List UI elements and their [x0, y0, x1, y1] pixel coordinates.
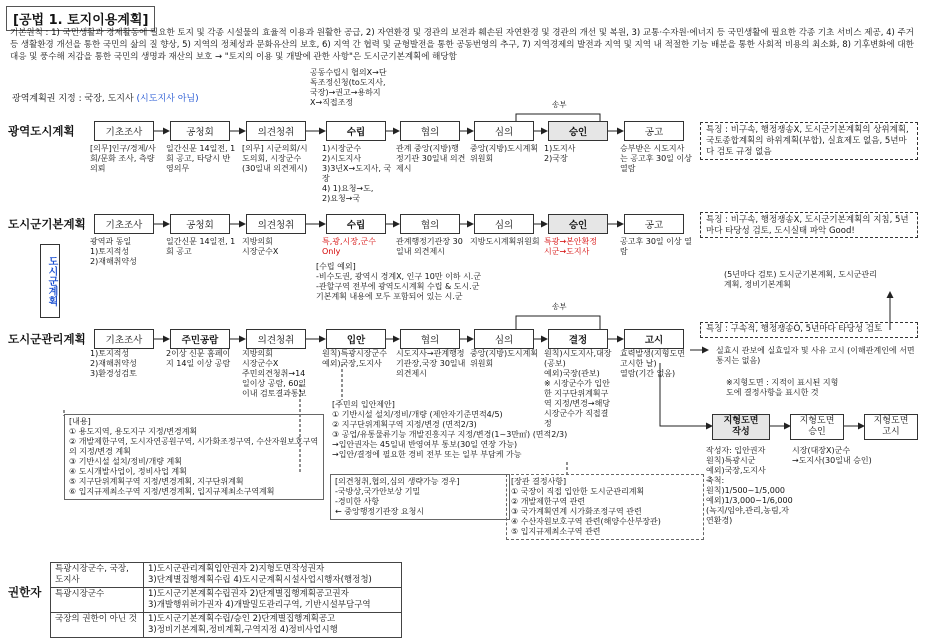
authority-holder: 국장의 권한이 아닌 것: [51, 613, 144, 638]
step-box-gwangyeok-5: 협의: [400, 121, 460, 141]
step-note-gwanri-3: 지방의회 시장군수X 주민의견청취→14일이상 공람, 60일이내 검토결과통보: [242, 349, 307, 398]
basic-principle: 기본원칙 : 1) 국민생활과 경제활동에 필요한 토지 및 각종 시설물의 효율적 이용과 원활한 공급, 2) 자연환경 및 경관의 보전과 훼손된 자연환경 및 경관의 개선 및 복원, 3) 교통·수자원·에너지 등 국민생활에 필요한 각종 기초 서비스 제공, 4) 주거 등 생활환경 개선을 통한 국민의 삶의 질 향상, 5) 지역의 정체성과 문화유산의 보호, 6) 지역 간 협력 및 균형발전을 통한 공동번영의 추구, 7) 지역경제의 발전과 지역 및 지역 내 적절한 기능 배분을 통한 사회적 비용의 최소화, 8) 기후변화에 대한 대응 및 풍수해 저감을 통한 국민의 생명과 재산의 보호 → "토지의 이용 및 개발에 관한 사항"은 도시군기본계획에 해당함: [10, 28, 914, 62]
gwangyeok-send-label: 송부: [552, 100, 567, 109]
contents-title: [내용]: [69, 417, 91, 426]
contents-item: ④ 도시개발사업이, 정비사업 계획: [69, 467, 187, 476]
step-note-gwangyeok-4: 1)시장군수 2)시도지사 3)3년X→도지사, 국장 4) 1)요청→도, 2)요청→국: [322, 144, 392, 203]
authority-row: [51, 588, 402, 613]
step-box-gibon-7: 승인: [548, 214, 608, 234]
proposal-title: [주민의 입안제안]: [332, 400, 395, 409]
step-note-gwanri-5: 시도지사→관계행정기관장,국장 30일내 의견제시: [396, 349, 466, 378]
row-label-gwangyeok: 광역도시계획: [8, 124, 75, 138]
topo-announce-step: 지형도면 고시: [864, 414, 918, 440]
step-note-gwanri-7: 원칙)시도지사,대장(공보) 예외)국장(관보) ※ 시장군수가 입안한 지구단위계획구역 지정/변경→해당 시장군수가 직접결정: [544, 349, 612, 428]
step-note-gwanri-4: 원칙)특광시장군수 예외)국장,도지사: [322, 349, 387, 368]
step-note-gwangyeok-1: [의무]인구/경제/사회/문화 조사, 측량의뢰: [90, 144, 156, 173]
step-box-gwangyeok-6: 심의: [474, 121, 534, 141]
topo-approve-step: 지형도면 승인: [790, 414, 844, 440]
gwangyeok-designation-text: 광역계획권 지정 : 국장, 도지사: [12, 94, 134, 104]
step-note-gwangyeok-5: 관계 중앙(지방)행정기관 30일내 의견제시: [396, 144, 466, 173]
gwangyeok-designation-note: (시도지사 아님): [136, 94, 199, 104]
gibon-exception-line: 기본계획 내용에 모두 포함되어 있는 시.군: [316, 292, 463, 301]
step-box-gibon-4: 수립: [326, 214, 386, 234]
step-box-gwangyeok-3: 의견청취: [246, 121, 306, 141]
omission-box: [330, 474, 510, 520]
step-note-gibon-5: 관계행정기관장 30일내 의견제시: [396, 237, 463, 256]
step-box-gwanri-8: 고시: [624, 329, 684, 349]
proposal-box: [332, 400, 602, 460]
contents-item: ② 개발제한구역, 도시자연공원구역, 시가화조정구역, 수산자원보호구역의 지정/변경 계획: [69, 437, 319, 456]
gibon-exception-line: -관할구역 전부에 광역도시계획 수립 & 도시.군: [316, 282, 480, 291]
authority-row: [51, 563, 402, 588]
minister-box: [506, 474, 704, 540]
contents-item: ③ 기반시설 설치/정비/개량 계획: [69, 457, 182, 466]
proposal-item: →입안권자는 45일내 반영여부 통보(30일 연장 가능): [332, 440, 518, 449]
step-note-gwangyeok-7: 1)도지사 2)국장: [544, 144, 576, 163]
step-box-gibon-3: 의견청취: [246, 214, 306, 234]
page-title: [공법 1. 토지이용계획]: [6, 6, 155, 31]
authority-powers: 1)도시군기본계획수립/승인 2)단계별집행계획공고 3)정비기본계획,정비계획,구역지정 4)정비사업시행: [144, 613, 402, 638]
step-box-gwanri-4: 입안: [326, 329, 386, 349]
step-note-gwangyeok-6: 중앙(지방)도시계획위원회: [470, 144, 539, 163]
step-note-gwanri-2: 2이상 신문 홈페이지 14일 이상 공람: [166, 349, 231, 368]
minister-item: ④ 수산자원보호구역 관련(해양수산부장관): [511, 517, 661, 526]
proposal-item: ② 지구단위계획구역 지정/변경 (면적2/3): [332, 420, 477, 429]
authority-powers: 1)도시군기본계획수립권자 2)단계별집행계획공고권자 3)개발행위허가권자 4)개발밀도관리구역, 기반시설부담구역: [144, 588, 402, 613]
step-box-gwanri-3: 의견청취: [246, 329, 306, 349]
step-box-gwanri-1: 기초조사: [94, 329, 154, 349]
omission-item: -국방상,국가안보상 기밀: [335, 487, 421, 496]
gwanri-feature: 특징 : 구속적, 행정쟁송O, 5년마다 타당성 검토: [700, 322, 918, 338]
gwanri-review-note: (5년마다 검토) 도시군기본계획, 도시군관리계획, 정비기본계획: [724, 270, 877, 289]
step-box-gwanri-5: 협의: [400, 329, 460, 349]
authority-powers: 1)도시군관리계획입안권자 2)지형도면작성권자 3)단계별집행계획수립 4)도시군계획시설사업시행자(행정청): [144, 563, 402, 588]
gwanri-send-label: 송부: [552, 302, 567, 311]
topo-approve-note: 시장(대장X)군수 →도지사(30일내 승인): [792, 446, 872, 465]
step-note-gibon-2: 일간신문 14일전, 1회 공고: [166, 237, 236, 256]
gibon-exception-line: -비수도권, 광역시 경계X, 인구 10만 이하 시.군: [316, 272, 482, 281]
proposal-item: ③ 공업/유통물류기능 개발진흥지구 지정/변경(1~3만㎡) (면적2/3): [332, 430, 568, 439]
step-note-gwangyeok-3: [의무] 시군의회/시도의회, 시장군수 (30일내 의견제시): [242, 144, 308, 173]
authority-label: 권한자: [8, 585, 42, 599]
authority-holder: 특광시장군수: [51, 588, 144, 613]
minister-item: ① 국장이 직접 입안한 도시군관리계획: [511, 487, 645, 496]
step-box-gibon-2: 공청회: [170, 214, 230, 234]
step-box-gwanri-6: 심의: [474, 329, 534, 349]
step-note-gibon-4: 특,광,시장,군수 Only: [322, 237, 376, 256]
omission-item: ← 중앙행정기관장 요청시: [335, 507, 425, 516]
step-note-gwangyeok-8: 승부받은 시도지사는 공고후 30일 이상 열람: [620, 144, 692, 173]
step-note-gwangyeok-2: 일간신문 14일전, 1회 공고, 타당시 반영의무: [166, 144, 236, 173]
step-box-gibon-5: 협의: [400, 214, 460, 234]
authority-row: [51, 613, 402, 638]
minister-item: ③ 국가계획연계 시가화조정구역 관련: [511, 507, 642, 516]
side-vertical-label: 도시군계획: [40, 244, 60, 318]
step-note-gibon-6: 지방도시계획위원회: [470, 237, 540, 246]
minister-item: ② 개발제한구역 관련: [511, 497, 586, 506]
topo-author-note: 작성자: 입안권자 원칙)특광시군 예외)국장,도지사 축척: 원칙)1/500~1/5,000 예외)1/3,000~1/6,000 (녹지/임야,관리,농림,자연환경): [706, 446, 793, 525]
omission-title: [의견청취,협의,심의 생략가능 경우]: [335, 477, 460, 486]
step-box-gibon-6: 심의: [474, 214, 534, 234]
proposal-item: ① 기반시설 설치/정비/개량 (제안자기준면적4/5): [332, 410, 503, 419]
gibon-exception: [316, 262, 506, 302]
contents-item: ⑤ 지구단위계획구역 지정/변경계획, 지구단위계획: [69, 477, 244, 486]
omission-item: -경미한 사항: [335, 497, 380, 506]
authority-table: [50, 562, 402, 638]
contents-item: ① 용도지역, 용도지구 지정/변경계획: [69, 427, 198, 436]
step-box-gwangyeok-1: 기초조사: [94, 121, 154, 141]
minister-title: [장관 결정사항]: [511, 477, 567, 486]
contents-item: ⑥ 입지규제최소구역 지정/변경계획, 입지규제최소구역계획: [69, 487, 275, 496]
row-label-gibon: 도시군기본계획: [8, 217, 86, 231]
step-box-gwangyeok-7: 승인: [548, 121, 608, 141]
gibon-feature: 특징 : 비구속, 행정쟁송X, 도시군기본계획의 지침, 5년마다 타당성 검토, 도시실태 파악 Good!: [700, 212, 918, 238]
step-box-gibon-1: 기초조사: [94, 214, 154, 234]
proposal-item: →입안/결정에 필요한 경비 전부 또는 일부 부담케 가능: [332, 450, 522, 459]
step-box-gwangyeok-2: 공청회: [170, 121, 230, 141]
step-note-gwanri-1: 1)토지적성 2)재해취약성 3)환경성검토: [90, 349, 137, 378]
step-box-gwanri-2: 주민공람: [170, 329, 230, 349]
step-note-gibon-7: 특광→본안확정 시군→도지사: [544, 237, 598, 256]
contents-box: [64, 414, 324, 500]
minister-item: ⑤ 입지규제최소구역 관련: [511, 527, 601, 536]
step-note-gwanri-6: 중앙(지방)도시계획위원회: [470, 349, 539, 368]
gibon-exception-title: [수립 예외]: [316, 262, 356, 271]
step-note-gwanri-8: 효력발생(지형도면고시한 날) 열람(기간 없음): [620, 349, 685, 378]
row-label-gwanri: 도시군관리계획: [8, 332, 86, 346]
topo-note: ※지형도면 : 지적이 표시된 지형도에 결정사항을 표시한 것: [726, 378, 839, 397]
step-box-gwangyeok-8: 공고: [624, 121, 684, 141]
step-box-gwangyeok-4: 수립: [326, 121, 386, 141]
step-note-gibon-8: 공고후 30일 이상 열람: [620, 237, 692, 256]
step-box-gwanri-7: 결정: [548, 329, 608, 349]
gwangyeok-feature: 특징 : 비구속, 행정쟁송X, 도시군기본계획의 상위계획, 국토종합계획의 하위계획(부합), 실효제도 없음, 5년마다 검토 규정 없음: [700, 122, 918, 160]
step-box-gibon-8: 공고: [624, 214, 684, 234]
step-note-gibon-1: 광역과 동일 1)토지적성 2)재해취약성: [90, 237, 137, 266]
step-note-gibon-3: 지방의회 시장군수X: [242, 237, 279, 256]
authority-holder: 특광시장군수, 국장, 도지사: [51, 563, 144, 588]
gwanri-after-note: 실효시 관보에 실효일자 및 사유 고시 (이해관계인에 서면통지는 없음): [716, 346, 915, 365]
gwangyeok-top-note: 공동수립시 협의X→단독조정신청(to도지사,국장)→권고→용하지X→직접조정: [310, 68, 387, 107]
topo-create-step: 지형도면 작성: [712, 414, 770, 440]
